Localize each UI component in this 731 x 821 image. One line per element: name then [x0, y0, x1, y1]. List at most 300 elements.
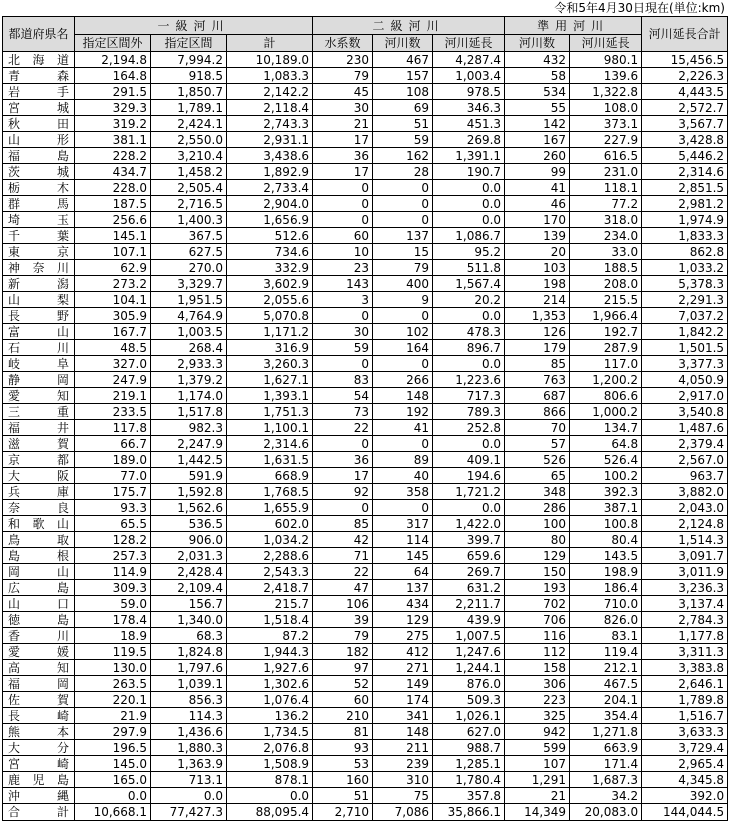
cell-class1-outside: 10,668.1 [75, 804, 151, 821]
cell-class1-sum: 5,070.8 [227, 308, 313, 324]
cell-quasi-rivers: 687 [505, 388, 570, 404]
cell-class2-systems: 59 [313, 340, 373, 356]
cell-class1-sum: 1,944.3 [227, 644, 313, 660]
cell-class1-outside: 257.3 [75, 548, 151, 564]
cell-quasi-rivers: 306 [505, 676, 570, 692]
cell-class2-rivers: 211 [373, 740, 433, 756]
cell-class2-length: 194.6 [433, 468, 505, 484]
cell-class1-designated: 1,003.5 [151, 324, 227, 340]
cell-quasi-length: 234.0 [570, 228, 642, 244]
cell-class1-designated: 1,592.8 [151, 484, 227, 500]
cell-class1-outside: 256.6 [75, 212, 151, 228]
cell-total-length: 1,487.6 [642, 420, 728, 436]
table-row [3, 708, 728, 724]
cell-class1-designated: 918.5 [151, 68, 227, 84]
cell-quasi-rivers: 107 [505, 756, 570, 772]
cell-total-length: 4,345.8 [642, 772, 728, 788]
cell-prefecture: 宮城 [3, 100, 75, 116]
cell-class1-designated: 7,994.2 [151, 52, 227, 68]
cell-total-length: 1,516.7 [642, 708, 728, 724]
cell-quasi-rivers: 432 [505, 52, 570, 68]
cell-class1-designated: 1,458.2 [151, 164, 227, 180]
cell-class2-systems: 0 [313, 308, 373, 324]
cell-prefecture: 広島 [3, 580, 75, 596]
cell-class2-rivers: 467 [373, 52, 433, 68]
cell-class1-outside: 66.7 [75, 436, 151, 452]
cell-class2-systems: 0 [313, 436, 373, 452]
table-row [3, 404, 728, 420]
cell-class1-sum: 2,904.0 [227, 196, 313, 212]
cell-class1-outside: 65.5 [75, 516, 151, 532]
cell-class2-systems: 3 [313, 292, 373, 308]
cell-class1-sum: 668.9 [227, 468, 313, 484]
table-row [3, 84, 728, 100]
cell-class2-systems: 0 [313, 356, 373, 372]
cell-total-length: 1,514.3 [642, 532, 728, 548]
cell-class2-length: 20.2 [433, 292, 505, 308]
cell-quasi-rivers: 179 [505, 340, 570, 356]
cell-class1-sum: 87.2 [227, 628, 313, 644]
cell-class2-rivers: 9 [373, 292, 433, 308]
cell-prefecture: 岩手 [3, 84, 75, 100]
cell-class1-outside: 381.1 [75, 132, 151, 148]
cell-total-length: 5,446.2 [642, 148, 728, 164]
cell-quasi-length: 373.1 [570, 116, 642, 132]
cell-prefecture: 徳島 [3, 612, 75, 628]
cell-quasi-length: 134.7 [570, 420, 642, 436]
cell-class2-systems: 210 [313, 708, 373, 724]
cell-quasi-rivers: 58 [505, 68, 570, 84]
cell-class2-rivers: 51 [373, 116, 433, 132]
table-row [3, 756, 728, 772]
cell-class2-length: 0.0 [433, 436, 505, 452]
table-row [3, 388, 728, 404]
cell-class2-systems: 79 [313, 68, 373, 84]
cell-class2-rivers: 400 [373, 276, 433, 292]
cell-total-length: 2,981.2 [642, 196, 728, 212]
cell-class1-sum: 2,288.6 [227, 548, 313, 564]
cell-class2-systems: 51 [313, 788, 373, 804]
cell-prefecture: 熊本 [3, 724, 75, 740]
cell-quasi-rivers: 139 [505, 228, 570, 244]
cell-total-length: 2,646.1 [642, 676, 728, 692]
cell-class2-length: 1,026.1 [433, 708, 505, 724]
cell-quasi-length: 1,687.3 [570, 772, 642, 788]
cell-class2-rivers: 164 [373, 340, 433, 356]
cell-class1-sum: 136.2 [227, 708, 313, 724]
cell-quasi-rivers: 158 [505, 660, 570, 676]
cell-class2-length: 789.3 [433, 404, 505, 420]
table-row [3, 724, 728, 740]
cell-total-length: 3,540.8 [642, 404, 728, 420]
cell-class2-systems: 60 [313, 692, 373, 708]
header-class2-systems: 水系数 [313, 35, 373, 52]
cell-class1-outside: 175.7 [75, 484, 151, 500]
cell-prefecture: 山梨 [3, 292, 75, 308]
cell-total-length: 1,974.9 [642, 212, 728, 228]
cell-quasi-length: 198.9 [570, 564, 642, 580]
cell-class2-length: 1,285.1 [433, 756, 505, 772]
cell-quasi-rivers: 526 [505, 452, 570, 468]
cell-class1-sum: 2,314.6 [227, 436, 313, 452]
cell-class2-length: 627.0 [433, 724, 505, 740]
cell-total-length: 5,378.3 [642, 276, 728, 292]
header-class1: 一級河川 [75, 17, 313, 35]
cell-prefecture: 静岡 [3, 372, 75, 388]
cell-class1-designated: 1,436.6 [151, 724, 227, 740]
cell-class2-systems: 10 [313, 244, 373, 260]
cell-class1-outside: 291.5 [75, 84, 151, 100]
cell-prefecture: 埼玉 [3, 212, 75, 228]
cell-class2-length: 511.8 [433, 260, 505, 276]
cell-quasi-length: 83.1 [570, 628, 642, 644]
total-row [3, 804, 728, 821]
cell-class2-length: 1,721.2 [433, 484, 505, 500]
cell-total-length: 392.0 [642, 788, 728, 804]
cell-class2-systems: 106 [313, 596, 373, 612]
table-row [3, 628, 728, 644]
cell-class1-sum: 1,927.6 [227, 660, 313, 676]
cell-total-length: 4,443.5 [642, 84, 728, 100]
header-prefecture: 都道府県名 [3, 17, 75, 52]
table-row [3, 484, 728, 500]
table-row [3, 276, 728, 292]
cell-prefecture: 京都 [3, 452, 75, 468]
cell-class1-designated: 367.5 [151, 228, 227, 244]
cell-class2-systems: 36 [313, 148, 373, 164]
cell-class2-length: 409.1 [433, 452, 505, 468]
cell-class2-rivers: 79 [373, 260, 433, 276]
cell-class2-systems: 2,710 [313, 804, 373, 821]
cell-total-length: 1,833.3 [642, 228, 728, 244]
cell-class1-outside: 319.2 [75, 116, 151, 132]
cell-class1-outside: 130.0 [75, 660, 151, 676]
cell-total-length: 2,965.4 [642, 756, 728, 772]
cell-class1-sum: 734.6 [227, 244, 313, 260]
cell-quasi-length: 467.5 [570, 676, 642, 692]
cell-prefecture: 長野 [3, 308, 75, 324]
cell-class2-rivers: 162 [373, 148, 433, 164]
cell-quasi-rivers: 534 [505, 84, 570, 100]
cell-class2-rivers: 0 [373, 212, 433, 228]
cell-class1-outside: 21.9 [75, 708, 151, 724]
cell-class2-length: 1,567.4 [433, 276, 505, 292]
cell-class1-outside: 297.9 [75, 724, 151, 740]
cell-total-length: 3,137.4 [642, 596, 728, 612]
cell-class2-systems: 42 [313, 532, 373, 548]
cell-class1-designated: 1,379.2 [151, 372, 227, 388]
cell-prefecture: 沖縄 [3, 788, 75, 804]
cell-quasi-length: 212.1 [570, 660, 642, 676]
header-class2-length: 河川延長 [433, 35, 505, 52]
cell-class1-designated: 2,247.9 [151, 436, 227, 452]
cell-class1-sum: 1,734.5 [227, 724, 313, 740]
table-row [3, 612, 728, 628]
cell-quasi-length: 108.0 [570, 100, 642, 116]
cell-prefecture: 群馬 [3, 196, 75, 212]
cell-class2-systems: 45 [313, 84, 373, 100]
cell-class1-designated: 627.5 [151, 244, 227, 260]
cell-class2-length: 0.0 [433, 308, 505, 324]
table-row [3, 420, 728, 436]
cell-class2-length: 0.0 [433, 196, 505, 212]
cell-class1-outside: 187.5 [75, 196, 151, 212]
table-row [3, 228, 728, 244]
cell-class1-designated: 1,562.6 [151, 500, 227, 516]
cell-class2-length: 2,211.7 [433, 596, 505, 612]
cell-quasi-length: 64.8 [570, 436, 642, 452]
cell-class2-length: 1,086.7 [433, 228, 505, 244]
cell-prefecture: 佐賀 [3, 692, 75, 708]
cell-total-length: 1,842.2 [642, 324, 728, 340]
cell-prefecture: 大阪 [3, 468, 75, 484]
cell-prefecture: 鳥取 [3, 532, 75, 548]
header-class2-rivers: 河川数 [373, 35, 433, 52]
cell-class1-outside: 178.4 [75, 612, 151, 628]
table-row [3, 468, 728, 484]
cell-total-length: 1,177.8 [642, 628, 728, 644]
cell-quasi-rivers: 126 [505, 324, 570, 340]
cell-quasi-length: 231.0 [570, 164, 642, 180]
cell-class1-designated: 2,109.4 [151, 580, 227, 596]
cell-quasi-rivers: 41 [505, 180, 570, 196]
cell-class2-length: 1,223.6 [433, 372, 505, 388]
table-row [3, 500, 728, 516]
cell-total-length: 2,572.7 [642, 100, 728, 116]
cell-class1-designated: 68.3 [151, 628, 227, 644]
cell-class2-length: 876.0 [433, 676, 505, 692]
cell-class1-sum: 1,076.4 [227, 692, 313, 708]
cell-quasi-rivers: 260 [505, 148, 570, 164]
cell-class2-systems: 17 [313, 132, 373, 148]
cell-class2-systems: 30 [313, 324, 373, 340]
cell-prefecture: 東京 [3, 244, 75, 260]
cell-class1-designated: 1,850.7 [151, 84, 227, 100]
table-row [3, 100, 728, 116]
cell-class2-length: 717.3 [433, 388, 505, 404]
cell-class1-designated: 1,363.9 [151, 756, 227, 772]
header-quasi-length: 河川延長 [570, 35, 642, 52]
cell-class1-sum: 1,656.9 [227, 212, 313, 228]
cell-class2-length: 1,003.4 [433, 68, 505, 84]
cell-class2-systems: 97 [313, 660, 373, 676]
cell-quasi-length: 139.6 [570, 68, 642, 84]
cell-quasi-length: 526.4 [570, 452, 642, 468]
cell-quasi-rivers: 866 [505, 404, 570, 420]
cell-prefecture: 秋田 [3, 116, 75, 132]
cell-class1-outside: 0.0 [75, 788, 151, 804]
cell-total-length: 2,567.0 [642, 452, 728, 468]
cell-total-length: 3,091.7 [642, 548, 728, 564]
cell-class1-outside: 2,194.8 [75, 52, 151, 68]
cell-class1-designated: 1,951.5 [151, 292, 227, 308]
cell-quasi-rivers: 21 [505, 788, 570, 804]
cell-class2-systems: 53 [313, 756, 373, 772]
cell-class2-rivers: 434 [373, 596, 433, 612]
table-row [3, 148, 728, 164]
cell-class2-rivers: 145 [373, 548, 433, 564]
cell-total-length: 3,882.0 [642, 484, 728, 500]
cell-total-length: 3,377.3 [642, 356, 728, 372]
cell-class2-length: 4,287.4 [433, 52, 505, 68]
cell-class1-designated: 268.4 [151, 340, 227, 356]
cell-total-length: 2,226.3 [642, 68, 728, 84]
cell-prefecture: 北海道 [3, 52, 75, 68]
cell-class1-designated: 2,424.1 [151, 116, 227, 132]
cell-class2-systems: 93 [313, 740, 373, 756]
cell-class2-rivers: 137 [373, 580, 433, 596]
cell-quasi-length: 1,966.4 [570, 308, 642, 324]
cell-quasi-rivers: 167 [505, 132, 570, 148]
cell-class1-designated: 77,427.3 [151, 804, 227, 821]
cell-total-length: 7,037.2 [642, 308, 728, 324]
table-row [3, 660, 728, 676]
cell-class1-designated: 0.0 [151, 788, 227, 804]
cell-class2-length: 190.7 [433, 164, 505, 180]
cell-class1-outside: 59.0 [75, 596, 151, 612]
table-row [3, 516, 728, 532]
cell-class1-designated: 1,340.0 [151, 612, 227, 628]
cell-class1-sum: 1,655.9 [227, 500, 313, 516]
table-row [3, 308, 728, 324]
cell-class2-systems: 60 [313, 228, 373, 244]
cell-quasi-length: 119.4 [570, 644, 642, 660]
cell-class2-rivers: 310 [373, 772, 433, 788]
cell-class2-systems: 143 [313, 276, 373, 292]
cell-class1-designated: 1,789.1 [151, 100, 227, 116]
cell-prefecture: 石川 [3, 340, 75, 356]
cell-class2-systems: 21 [313, 116, 373, 132]
table-row [3, 164, 728, 180]
cell-class1-designated: 856.3 [151, 692, 227, 708]
cell-class1-outside: 119.5 [75, 644, 151, 660]
table-row [3, 212, 728, 228]
cell-class1-outside: 309.3 [75, 580, 151, 596]
table-row [3, 324, 728, 340]
cell-class2-systems: 0 [313, 212, 373, 228]
cell-quasi-length: 387.1 [570, 500, 642, 516]
cell-class2-systems: 54 [313, 388, 373, 404]
cell-class2-systems: 47 [313, 580, 373, 596]
cell-class2-rivers: 239 [373, 756, 433, 772]
header-total: 河川延長合計 [642, 17, 728, 52]
cell-quasi-rivers: 20 [505, 244, 570, 260]
cell-class2-rivers: 148 [373, 724, 433, 740]
cell-quasi-length: 80.4 [570, 532, 642, 548]
cell-total-length: 144,044.5 [642, 804, 728, 821]
cell-class1-outside: 228.2 [75, 148, 151, 164]
table-row [3, 116, 728, 132]
cell-class2-length: 1,247.6 [433, 644, 505, 660]
cell-quasi-rivers: 129 [505, 548, 570, 564]
cell-class1-outside: 128.2 [75, 532, 151, 548]
cell-class2-length: 1,780.4 [433, 772, 505, 788]
header-class1-outside: 指定区間外 [75, 35, 151, 52]
cell-class1-designated: 3,329.7 [151, 276, 227, 292]
cell-total-length: 4,050.9 [642, 372, 728, 388]
cell-quasi-length: 143.5 [570, 548, 642, 564]
cell-class2-length: 1,244.1 [433, 660, 505, 676]
cell-class1-sum: 332.9 [227, 260, 313, 276]
cell-quasi-rivers: 80 [505, 532, 570, 548]
cell-prefecture: 福岡 [3, 676, 75, 692]
cell-class1-outside: 165.0 [75, 772, 151, 788]
cell-class1-sum: 1,518.4 [227, 612, 313, 628]
cell-quasi-length: 77.2 [570, 196, 642, 212]
cell-quasi-rivers: 763 [505, 372, 570, 388]
cell-class1-designated: 114.3 [151, 708, 227, 724]
table-row [3, 532, 728, 548]
cell-class1-designated: 982.3 [151, 420, 227, 436]
cell-class2-rivers: 64 [373, 564, 433, 580]
cell-class2-length: 451.3 [433, 116, 505, 132]
table-row [3, 340, 728, 356]
cell-class1-sum: 1,751.3 [227, 404, 313, 420]
cell-class2-rivers: 317 [373, 516, 433, 532]
cell-class2-systems: 22 [313, 564, 373, 580]
cell-class2-rivers: 89 [373, 452, 433, 468]
cell-prefecture: 香川 [3, 628, 75, 644]
table-row [3, 452, 728, 468]
cell-class1-outside: 164.8 [75, 68, 151, 84]
cell-total-length: 2,291.3 [642, 292, 728, 308]
cell-class2-rivers: 7,086 [373, 804, 433, 821]
cell-class2-length: 0.0 [433, 356, 505, 372]
cell-total-length: 3,567.7 [642, 116, 728, 132]
cell-prefecture: 三重 [3, 404, 75, 420]
cell-class1-designated: 1,517.8 [151, 404, 227, 420]
cell-class2-length: 252.8 [433, 420, 505, 436]
cell-total-length: 2,917.0 [642, 388, 728, 404]
cell-quasi-rivers: 198 [505, 276, 570, 292]
cell-class1-outside: 247.9 [75, 372, 151, 388]
cell-class1-outside: 62.9 [75, 260, 151, 276]
cell-class2-length: 357.8 [433, 788, 505, 804]
cell-class1-designated: 2,716.5 [151, 196, 227, 212]
cell-class1-sum: 10,189.0 [227, 52, 313, 68]
cell-prefecture: 和歌山 [3, 516, 75, 532]
cell-prefecture: 富山 [3, 324, 75, 340]
cell-prefecture: 鹿児島 [3, 772, 75, 788]
cell-class2-rivers: 275 [373, 628, 433, 644]
cell-quasi-length: 1,271.8 [570, 724, 642, 740]
cell-total-length: 2,379.4 [642, 436, 728, 452]
cell-class2-rivers: 28 [373, 164, 433, 180]
table-row [3, 596, 728, 612]
cell-class1-outside: 167.7 [75, 324, 151, 340]
cell-quasi-rivers: 57 [505, 436, 570, 452]
cell-prefecture: 茨城 [3, 164, 75, 180]
cell-class2-rivers: 148 [373, 388, 433, 404]
cell-class2-systems: 0 [313, 180, 373, 196]
table-row [3, 772, 728, 788]
cell-class1-sum: 2,743.3 [227, 116, 313, 132]
table-row [3, 356, 728, 372]
cell-quasi-rivers: 55 [505, 100, 570, 116]
cell-class1-sum: 1,627.1 [227, 372, 313, 388]
cell-class1-outside: 233.5 [75, 404, 151, 420]
cell-class2-length: 269.8 [433, 132, 505, 148]
cell-class2-systems: 71 [313, 548, 373, 564]
cell-quasi-length: 100.8 [570, 516, 642, 532]
cell-class1-outside: 219.1 [75, 388, 151, 404]
table-row [3, 372, 728, 388]
cell-class2-systems: 39 [313, 612, 373, 628]
cell-quasi-length: 33.0 [570, 244, 642, 260]
cell-prefecture: 愛媛 [3, 644, 75, 660]
cell-class1-designated: 1,880.3 [151, 740, 227, 756]
cell-class1-outside: 93.3 [75, 500, 151, 516]
